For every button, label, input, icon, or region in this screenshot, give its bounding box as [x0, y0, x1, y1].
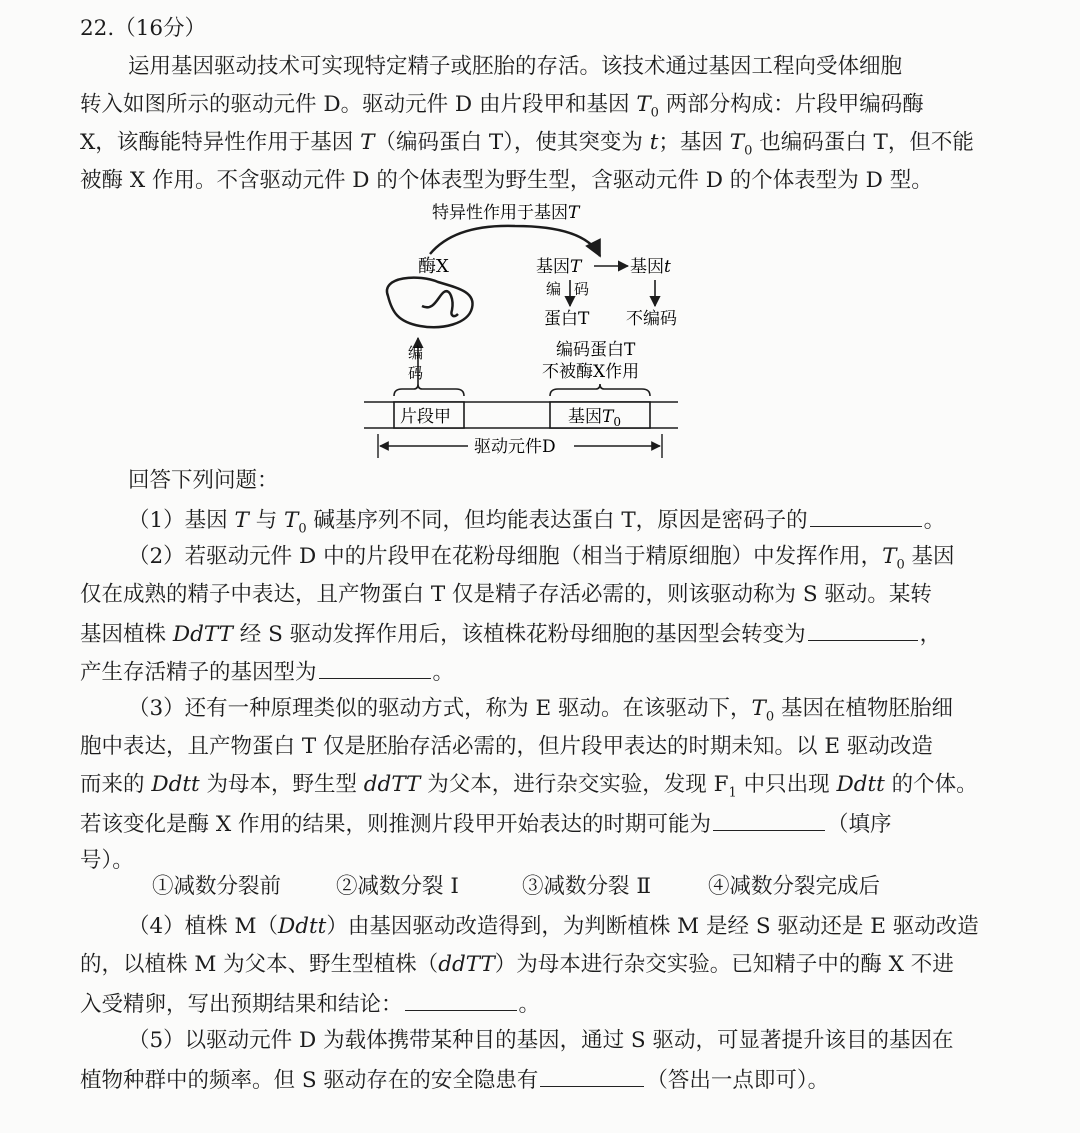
- q4-text: ）由基因驱动改造得到，为判断植株 M 是经 S 驱动还是 E 驱动改造: [326, 914, 979, 939]
- encode-char: 编: [408, 344, 424, 362]
- option-2: ②减数分裂 Ⅰ: [336, 874, 459, 899]
- gene-symbol: T: [360, 130, 375, 155]
- answer-blank-q2b[interactable]: [319, 656, 431, 679]
- subscript: 0: [896, 557, 905, 573]
- q3-line-1: [128, 694, 1028, 732]
- intro-line-2: [80, 90, 980, 128]
- intro-text: ；基因: [658, 130, 730, 155]
- q5-line-1: （5）以驱动元件 D 为载体携带某种目的基因，通过 S 驱动，可显著提升该目的基因在: [128, 1028, 954, 1053]
- q3-line-5: 号）。: [80, 848, 134, 873]
- enzyme-x-curl: [422, 291, 458, 316]
- answer-blank-q1[interactable]: [810, 504, 922, 527]
- gene-T0-label: 基因$T_0$: [568, 407, 621, 429]
- specific-action-arrow: [430, 226, 600, 256]
- q3-text: （填序: [826, 812, 892, 837]
- intro-line-3: [80, 128, 980, 166]
- answer-blank-q5[interactable]: [540, 1064, 644, 1087]
- q4-text: （4）植株 M（: [128, 914, 279, 939]
- encode-char: 编: [546, 280, 562, 298]
- q5-text: 植物种群中的频率。但 S 驱动存在的安全隐患有: [80, 1068, 539, 1093]
- q5-line-2: [80, 1064, 980, 1096]
- q2-line-4: [80, 656, 980, 688]
- intro-text: 也编码蛋白 T，但不能: [752, 130, 974, 155]
- answer-blank-q2a[interactable]: [808, 618, 918, 641]
- q1-line: [128, 504, 1028, 544]
- top-arrow-label: 特异性作用于基因T: [432, 203, 580, 223]
- q4-line-3: [80, 988, 980, 1020]
- q4-text: 的，以植株 M 为父本、野生型植株（: [80, 952, 439, 977]
- q3-text: 为父本，进行杂交实验，发现: [420, 772, 714, 797]
- option-3: ③减数分裂 Ⅱ: [522, 874, 651, 899]
- q2-text: 产生存活精子的基因型为: [80, 660, 317, 685]
- intro-text: X，该酶能特异性作用于基因: [80, 130, 361, 155]
- question-number: 22.: [80, 16, 115, 41]
- intro-text: 两部分构成：片段甲编码酶: [658, 92, 924, 117]
- segment-jia-label: 片段甲: [400, 407, 451, 427]
- enzyme-x-label: 酶X: [418, 256, 449, 277]
- brace-T0: [550, 384, 650, 396]
- q3-line-3: [80, 770, 980, 808]
- q4-line-2: [80, 950, 980, 980]
- genotype: ddTT: [438, 952, 495, 977]
- q2-text: 经 S 驱动发挥作用后，该植株花粉母细胞的基因型会转变为: [232, 622, 806, 647]
- q4-text: 。: [518, 992, 541, 1017]
- q2-line-3: [80, 618, 980, 650]
- intro-text: （编码蛋白 T），使其突变为: [374, 130, 650, 155]
- t0-note-1: 编码蛋白T: [556, 340, 636, 360]
- q3-text: 基因在植物胚胎细: [774, 696, 954, 721]
- q2-text: 。: [432, 660, 455, 685]
- option-1: ①减数分裂前: [152, 874, 282, 899]
- intro-line-1: 运用基因驱动技术可实现特定精子或胚胎的存活。该技术通过基因工程向受体细胞: [128, 54, 903, 79]
- subscript: 0: [765, 709, 775, 725]
- not-encode-label: 不编码: [626, 309, 677, 329]
- q2-text: （2）若驱动元件 D 中的片段甲在花粉母细胞（相当于精原细胞）中发挥作用，: [128, 544, 883, 569]
- gene-symbol: T: [882, 544, 897, 569]
- genotype: ddTT: [363, 772, 421, 797]
- q4-text: 入受精卵，写出预期结果和结论：: [80, 992, 403, 1017]
- brace-jia: [394, 384, 464, 396]
- q4-text: ）为母本进行杂交实验。已知精子中的酶 X 不进: [494, 952, 954, 977]
- enzyme-x-shape: [387, 278, 473, 328]
- q1-text: （1）基因: [128, 508, 235, 533]
- answer-blank-q4[interactable]: [405, 988, 517, 1011]
- gene-symbol: T: [751, 696, 766, 721]
- q2-text: 基因植株: [80, 622, 173, 647]
- q3-line-4: [80, 808, 980, 840]
- subscript: 0: [744, 143, 753, 159]
- subscript: 0: [650, 105, 659, 121]
- genotype: DdTT: [172, 622, 233, 647]
- q1-text: 碱基序列不同，但均能表达蛋白 T，原因是密码子的: [306, 508, 808, 533]
- q1-text: 与: [248, 508, 285, 533]
- option-4: ④减数分裂完成后: [708, 874, 881, 899]
- generation-symbol: F: [713, 772, 729, 797]
- question-header: [80, 14, 980, 44]
- drive-element-diagram: [350, 196, 690, 466]
- q3-text: 的个体。: [884, 772, 978, 797]
- q3-text: 而来的: [80, 772, 152, 797]
- prompt: 回答下列问题：: [128, 468, 279, 493]
- genotype: Ddtt: [151, 772, 200, 797]
- gene-t-label: 基因t: [630, 257, 671, 277]
- encode-char: 码: [408, 364, 424, 382]
- q4-line-1: [128, 912, 1028, 942]
- gene-symbol: t: [649, 130, 659, 155]
- t0-note-2: 不被酶X作用: [542, 362, 640, 382]
- q3-text: 为母本，野生型: [199, 772, 364, 797]
- question-points: （16分）: [114, 16, 207, 41]
- gene-symbol: T: [234, 508, 249, 533]
- answer-blank-q3[interactable]: [713, 808, 825, 831]
- q3-text: 中只出现: [736, 772, 837, 797]
- protein-T-label: 蛋白T: [544, 309, 590, 329]
- q3-text: 若该变化是酶 X 作用的结果，则推测片段甲开始表达的时期可能为: [80, 812, 711, 837]
- q3-line-2: 胞中表达，且产物蛋白 T 仅是胚胎存活必需的，但片段甲表达的时期未知。以 E 驱动改造: [80, 734, 933, 759]
- subscript: 1: [728, 785, 737, 801]
- q2-text: ，: [919, 622, 942, 647]
- gene-T-label: 基因T: [536, 257, 582, 277]
- intro-line-4: 被酶 X 作用。不含驱动元件 D 的个体表型为野生型，含驱动元件 D 的个体表型为 D 型。: [80, 168, 933, 193]
- q3-text: （3）还有一种原理类似的驱动方式，称为 E 驱动。在该驱动下，: [128, 696, 752, 721]
- intro-text: 转入如图所示的驱动元件 D。驱动元件 D 由片段甲和基因: [80, 92, 637, 117]
- genotype: Ddtt: [836, 772, 885, 797]
- gene-symbol: T: [729, 130, 745, 155]
- q2-text: 基因: [904, 544, 955, 569]
- q5-text: （答出一点即可）。: [646, 1068, 830, 1093]
- genotype: Ddtt: [278, 914, 327, 939]
- q2-line-1: [128, 542, 1028, 580]
- gene-symbol: T: [284, 508, 299, 533]
- element-D-label: 驱动元件D: [474, 437, 556, 457]
- q1-text: 。: [923, 508, 946, 533]
- q2-line-2: 仅在成熟的精子中表达，且产物蛋白 T 仅是精子存活必需的，则该驱动称为 S 驱动。某转: [80, 582, 932, 607]
- subscript: 0: [298, 521, 307, 537]
- gene-symbol: T: [636, 92, 651, 117]
- encode-char: 码: [574, 280, 590, 298]
